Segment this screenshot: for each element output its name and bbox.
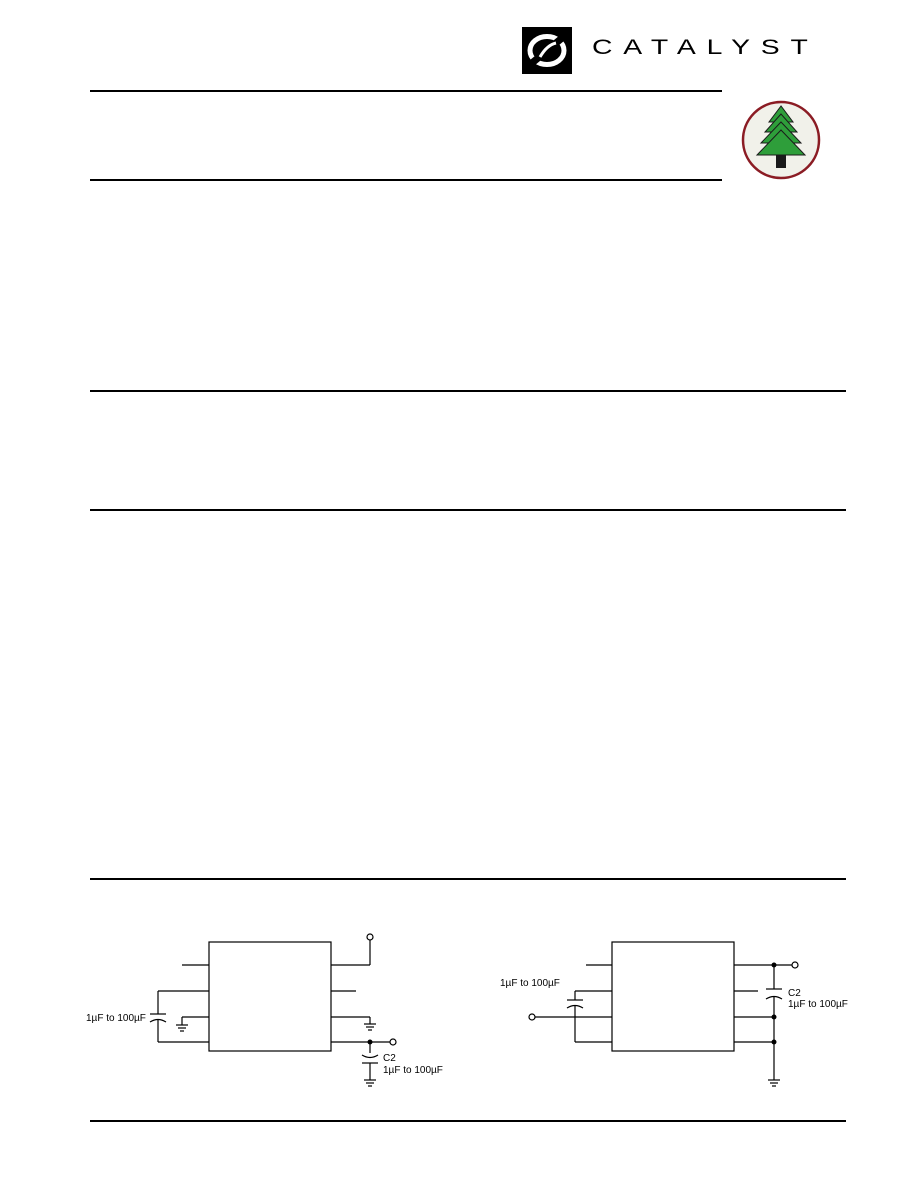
ic-body (209, 942, 331, 1051)
section-rule-1 (90, 390, 846, 392)
left-c2-name: C2 (383, 1053, 396, 1064)
catalyst-logo-icon (522, 27, 572, 74)
right-c1-label: 1µF to 100µF (500, 978, 560, 989)
right-circuit-diagram (496, 920, 866, 1100)
brand-name: CATALYST (592, 36, 819, 59)
ic-body (612, 942, 734, 1051)
left-c1-label: 1µF to 100µF (86, 1013, 146, 1024)
left-circuit-diagram (84, 920, 454, 1100)
section-rule-3 (90, 878, 846, 880)
right-c2-name: C2 (788, 988, 801, 999)
section-rule-2 (90, 509, 846, 511)
green-tree-badge-icon (741, 100, 821, 180)
left-c2-value: 1µF to 100µF (383, 1065, 443, 1076)
right-c2-value: 1µF to 100µF (788, 999, 848, 1010)
header-top-rule (90, 90, 722, 92)
header-bottom-rule (90, 179, 722, 181)
footer-rule (90, 1120, 846, 1122)
